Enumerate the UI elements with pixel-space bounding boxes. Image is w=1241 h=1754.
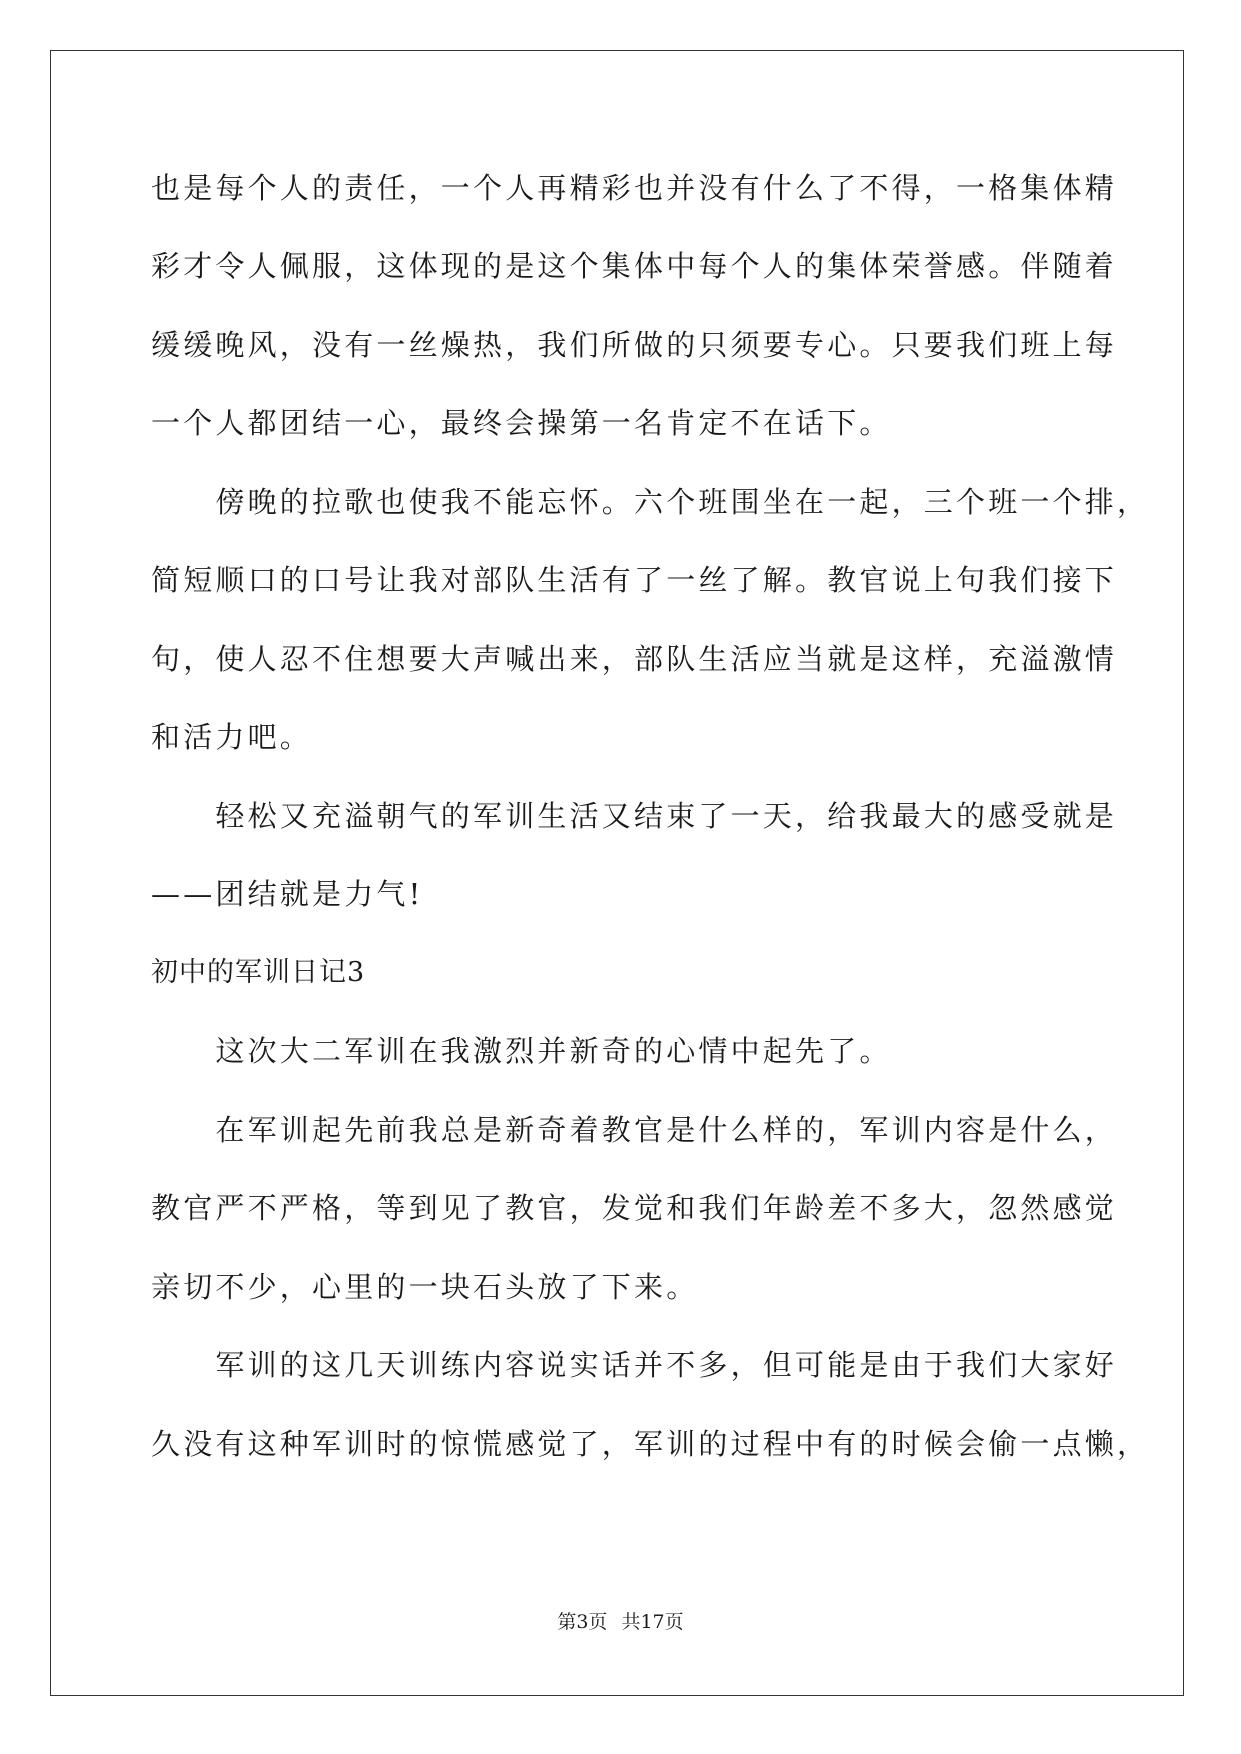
body-line: 轻松又充溢朝气的军训生活又结束了一天，给我最大的感受就是 [151,799,1118,833]
body-line: 和活力吧。 [151,720,313,754]
body-line: 句，使人忍不住想要大声喊出来，部队生活应当就是这样，充溢激情 [151,642,1118,676]
body-line: 傍晚的拉歌也使我不能忘怀。六个班围坐在一起，三个班一个排， [151,485,1150,519]
page-number: 第3页 [557,1611,608,1633]
body-line: 教官严不严格，等到见了教官，发觉和我们年龄差不多大，忽然感觉 [151,1191,1118,1225]
body-line: 军训的这几天训练内容说实话并不多，但可能是由于我们大家好 [151,1348,1118,1382]
body-line: ——团结就是力气! [151,877,424,911]
page-footer [0,1610,1241,1634]
body-line: 彩才令人佩服，这体现的是这个集体中每个人的集体荣誉感。伴随着 [151,249,1118,283]
page-total: 共17页 [621,1611,684,1633]
body-line: 一个人都团结一心，最终会操第一名肯定不在话下。 [151,406,892,440]
section-heading: 初中的军训日记3 [151,957,366,988]
body-line: 亲切不少，心里的一块石头放了下来。 [151,1270,699,1304]
body-line: 这次大二军训在我激烈并新奇的心情中起先了。 [151,1034,892,1068]
body-line: 简短顺口的口号让我对部队生活有了一丝了解。教官说上句我们接下 [151,563,1118,597]
body-line: 也是每个人的责任，一个人再精彩也并没有什么了不得，一格集体精 [151,171,1118,205]
body-line: 缓缓晚风，没有一丝燥热，我们所做的只须要专心。只要我们班上每 [151,328,1118,362]
body-line: 久没有这种军训时的惊慌感觉了，军训的过程中有的时候会偷一点懒， [151,1427,1150,1461]
body-line: 在军训起先前我总是新奇着教官是什么样的，军训内容是什么， [151,1113,1118,1147]
